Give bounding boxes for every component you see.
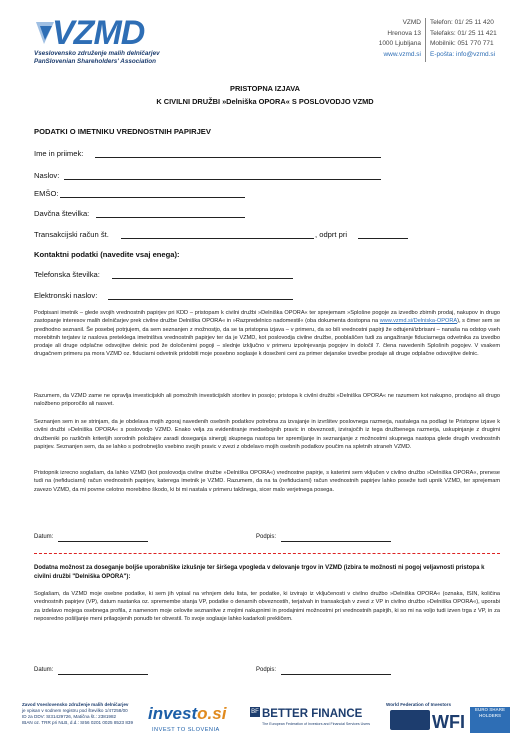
name-field[interactable]: [95, 157, 381, 158]
terms-paragraph-2: Razumem, da VZMD zame ne opravlja investicijskih ali pomožnih investicijskih storitev in posojo; pristopa k civilni družbi »Delniška OPORA« ne razumem kot nakupno, prodajno ali drugo naložbeno priporočilo ali nasvet.: [34, 393, 500, 408]
footer-org-info: Zavod Vseslovensko združenje malih delničarjev je vpisan v sodnem registru pod številko 1/47258/00 ID za DDV: SI31429726, Matična št.: 2381982 IBAN oz. TRR pri NLB, d.d.: SI56 0201 0025 8523 839: [22, 702, 133, 725]
contact-block: Telefon: 01/ 25 11 420 Telefaks: 01/ 25 11 421 Mobilnik: 051 770 771 E-pošta: info@vzmd.si: [430, 18, 497, 60]
form-subtitle: K CIVILNI DRUŽBI »Delniška OPORA« S POSLOVODJO VZMD: [156, 97, 374, 106]
address-label: Naslov:: [34, 171, 60, 180]
account-label: Transakcijski račun št.: [34, 230, 109, 239]
signature-label: Podpis:: [256, 534, 277, 540]
signature-field-2[interactable]: [281, 674, 391, 675]
logo: VZMD: [52, 14, 145, 52]
better-finance-logo: BETTER FINANCE: [262, 708, 363, 720]
terms-paragraph-4: Pristopnik izrecno soglašam, da lahko VZMD (kot poslovodja civilne družbe »Delniška OPORA«) vrednostne papirje, s katerimi sem vključen v civilno družbo »Delniška OPORA«, prenese tudi na (nefiduciarni) račun vrednostnih papirjev, katerega imetnik je VZMD. Razumem, da na ta (nefiduciarni) račun vrednostnih papirjev lahko poseže tudi upnik VZMD, ter sprejemam zavezo VZMD, da mi povrne celotno morebitno škodo, ki bi mi nastala v primeru takšnega, sicer malo verjetnega posega.: [34, 470, 500, 493]
section-heading-holder: PODATKI O IMETNIKU VREDNOSTNIH PAPIRJEV: [34, 127, 211, 136]
investo-logo: investo.si: [148, 704, 227, 723]
email-label: Elektronski naslov:: [34, 291, 98, 300]
euroshareholders-logo: EURO SHARE HOLDERS: [470, 707, 510, 733]
name-label: Ime in priimek:: [34, 149, 84, 158]
phone-field[interactable]: [112, 278, 293, 279]
signature-label-2: Podpis:: [256, 667, 277, 673]
wfi-logo: WFI: [432, 712, 465, 732]
better-finance-icon: BF: [251, 709, 259, 715]
emso-label: EMŠO:: [34, 189, 59, 198]
wfi-title: World Federation of Investors: [386, 702, 452, 707]
date-label-2: Datum:: [34, 667, 54, 673]
optional-paragraph: Soglašam, da VZMD moje osebne podatke, ki sem jih vpisal na vrhnjem delu lista, ter podatke, ki izvirajo iz vključenosti v civilno družbo »Delniška OPORA« (oznaka, ISIN, količina vrednostnih papirjev (VP), datum nastanka oz. spremembe stanja VP, podatke o denarnih obveznostih, terjatvah in transakcijah v zvezi z VP in civilno družbo »Delniška OPORA«), uporabi za izdelavo mojega osebnega profila, z namenom moje celovite seznanitve z mojimi nakupnimi in prodajnimi možnostmi pri vrednostnih papirjih, ki so mi na voljo tudi izven trga z VP, in za neposredno pošiljanje meni prilagojenih ponudb ter obvestil. To svoje soglasje lahko kadarkoli prekličem.: [34, 591, 500, 622]
header-divider: [425, 18, 426, 62]
date-label: Datum:: [34, 534, 54, 540]
investo-subtitle: INVEST TO SLOVENIA: [152, 727, 220, 733]
better-finance-subtitle: The European Federation of Investors and Financial Services Users: [262, 722, 371, 726]
form-title: PRISTOPNA IZJAVA: [230, 84, 300, 93]
email-field[interactable]: [108, 299, 293, 300]
website-link[interactable]: www.vzmd.si: [383, 50, 421, 58]
terms-paragraph-1: Podpisani imetnik – glede svojih vrednostnih papirjev pri KDD – pristopam k civilni družbi »Delniška OPORA« ter sprejemam »Splošne pogoje za izvedbo zbirnih prodaj, nakupov in drugo zastopanje interesov malih delničarjev prek civilne družbe Delniška OPORA« in »Razpredelnico nadomestil« (oba dokumenta dostopna na www.vzmd.si/Delniska-OPORA), s čimer sem se predhodno seznanil. Še posebej potrjujem, da sem seznanjen z možnostjo, da se ta pristopna izjava – v primeru, da so bili vrednostni papirji že odtujeni/izbrisani – nanaša na odstop vseh morebitnih terjatev iz naslova preteklega imetništva vrednostnih papirjev ter da je VZMD, kot poslovodja civilne družbe, pooblaščen tudi za angažiranje fiduciarnega odvetnika za izvedbo prodaje ali druge odplačne odsvojitve delnic pod že določenimi pogoji – slednje izključno v primeru izpolnjevanja pogojev in določil 7. člena navedenih Splošnih pogojev. V vsakem drugačnem primeru pa mora VZMD oz. fiduciarni odvetnik pridobiti moje posebno soglasje k doseženi ceni za primer dejanske izvedbe prodaje ali druge odplačne odsvojitve delnic.: [34, 310, 500, 358]
opora-link[interactable]: www.vzmd.si/Delniska-OPORA: [379, 318, 458, 325]
account-field[interactable]: [121, 238, 314, 239]
section-heading-contact: Kontaktni podatki (navedite vsaj enega):: [34, 250, 180, 259]
email-link[interactable]: E-pošta: info@vzmd.si: [430, 50, 496, 58]
address-block: VZMD Hrenova 13 1000 Ljubljana www.vzmd.si: [355, 18, 421, 60]
tax-field[interactable]: [96, 217, 245, 218]
separator-line: [34, 553, 500, 554]
tax-label: Davčna številka:: [34, 209, 90, 218]
optional-heading: Dodatna možnost za doseganje boljše uporabniške izkušnje ter širšega vpogleda v delovanje trgov in VZMD (izbira te možnosti ni pogoj veljavnosti pristopa k civilni družbi "Delniška OPORA"):: [34, 565, 485, 580]
globe-icon: [390, 710, 430, 730]
address-field[interactable]: [64, 179, 381, 180]
terms-paragraph-3: Seznanjen sem in se strinjam, da je obdelava mojih zgoraj navedenih osebnih podatkov potrebna za izvajanje in izvršitev poslovnega razmerja, nastalega na podlagi te Pristopne izjave k civilni družbi »Delniška OPORA« s poslovodjo VZMD. Enako velja za evidentiranje medsebojnih pravic in obveznosti, izvirajočih iz tega družbenega razmerja, uskupinjanje z drugimi družbeniki po različnih kriterijih sorodnih položajev zaradi doseganja sinergij skupnega nastopa ter spremljanje in seznanjanje z možnostmi skupnega nastopa glede drugih vrednostnih papirjev. Seznanjen sem, da se lahko s podrobnejšo vsebino svojih pravic v zvezi z obdelavo mojih osebnih podatkov poučim na spletnih straneh VZMD.: [34, 419, 500, 450]
bank-field[interactable]: [358, 238, 408, 239]
phone-label: Telefonska številka:: [34, 270, 100, 279]
date-field[interactable]: [58, 541, 148, 542]
logo-subtitle: Vseslovensko združenje malih delničarjev PanSlovenian Shareholders' Association: [34, 50, 160, 65]
signature-field[interactable]: [281, 541, 391, 542]
date-field-2[interactable]: [58, 674, 148, 675]
emso-field[interactable]: [60, 197, 245, 198]
bank-label: , odprt pri: [315, 230, 348, 239]
